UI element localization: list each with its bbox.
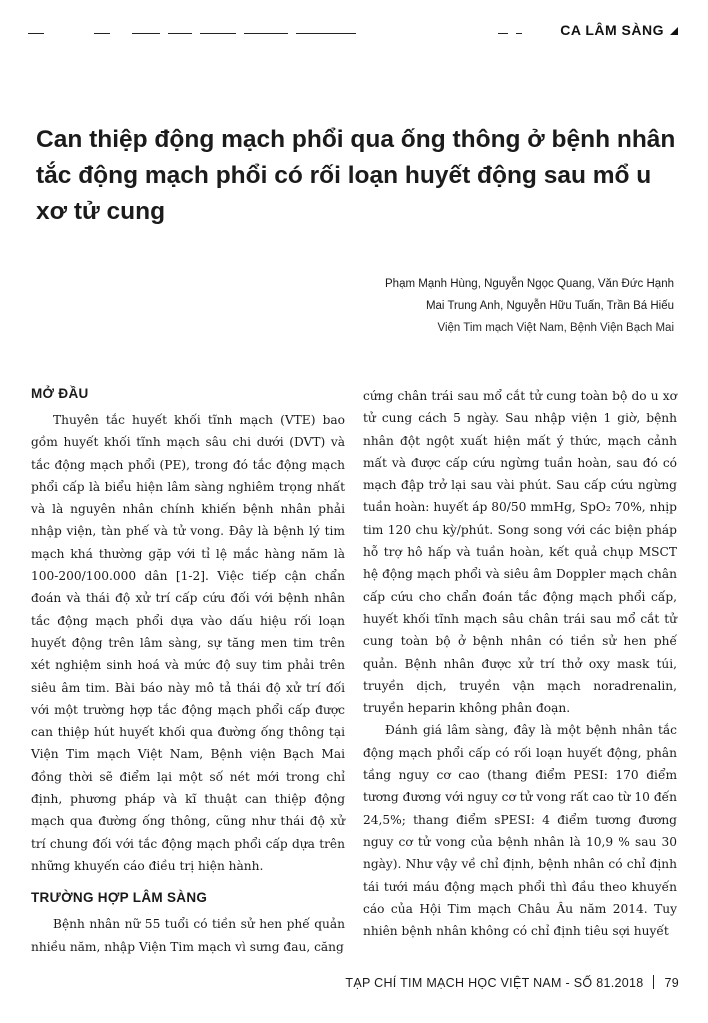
header-rules: [28, 33, 528, 35]
section-tag-label: CA LÂM SÀNG: [560, 22, 664, 38]
left-column: [31, 383, 345, 958]
page-number: 79: [664, 976, 679, 990]
section-tag: [560, 22, 678, 38]
footer-divider: [653, 975, 654, 989]
header-rule-segment: [168, 33, 192, 34]
assessment-paragraph: Đánh giá lâm sàng, đây là một bệnh nhân tắc động mạch phổi cấp có rối loạn huyết động, phân tầng nguy cơ cao (thang điểm PESI: 170 điểm tương đương với nguy cơ tử vong rất cao từ 10 đến 24,5%; thang điểm sPESI: 4 điểm tương đương nguy cơ tử vong của bệnh nhân là 10,9 % sau 30 ngày). Như vậy về chỉ định, bệnh nhân có chỉ định tái tưới máu động mạch phổi thì đầu theo khuyến cáo của Hội Tim mạch Châu Âu năm 2014. Tuy nhiên bệnh nhân không có chỉ định tiêu sợi huyết: [363, 723, 677, 939]
case-paragraph-continued: cứng chân trái sau mổ cắt tử cung toàn bộ do u xơ tử cung cách 5 ngày. Sau nhập viện 1 giờ, bệnh nhân đột ngột xuất hiện mất ý thức, mạch cảnh mất và được cấp cứu ngừng tuần hoàn, sau đó có mạch đập trở lại sau vài phút. Sau cấp cứu ngừng tuần hoàn: huyết áp 80/50 mmHg, SpO₂ 70%, nhịp tim 120 chu kỳ/phút. Song song với các biện pháp hỗ trợ hô hấp và tuần hoàn, kết quả chụp MSCT hệ động mạch phổi và siêu âm Doppler mạch chân cấp cứu cho chẩn đoán tắc động mạch phổi cấp, huyết khối tĩnh mạch sâu chân trái sau mổ cắt tử cung toàn bộ ở bệnh nhân có tiền sử hen phế quản. Bệnh nhân được xử trí thở oxy mask túi, truyền dịch, truyền vận mạch noradrenalin, truyền heparin không phân đoạn.: [363, 389, 677, 716]
affiliation: Viện Tim mạch Việt Nam, Bệnh Viện Bạch Mai: [437, 322, 674, 334]
right-column: [363, 385, 677, 942]
intro-heading: MỞ ĐẦU: [31, 386, 89, 401]
journal-name: TẠP CHÍ TIM MẠCH HỌC VIỆT NAM - SỐ 81.2018: [345, 976, 644, 990]
header-rule-segment: [28, 33, 44, 34]
header-rule-segment: [498, 33, 508, 34]
intro-paragraph: Thuyên tắc huyết khối tĩnh mạch (VTE) bao gồm huyết khối tĩnh mạch sâu chi dưới (DVT) và tắc động mạch phổi (PE), trong đó tắc động mạch phổi cấp là biểu hiện lâm sàng nghiêm trọng nhất và là nguyên nhân chính khiến bệnh nhân phải nhập viện, tàn phế và tử vong. Đây là bệnh lý tim mạch khá thường gặp với tỉ lệ mắc hàng năm là 100-200/100.000 dân [1-2]. Việc tiếp cận chẩn đoán và thái độ xử trí cấp cứu đối với bệnh nhân tắc động mạch phổi dựa vào dấu hiệu rối loạn huyết động trên lâm sàng, sự tăng men tim trên xét nghiệm sinh hoá và mức độ suy tim phải trên siêu âm tim. Bài báo này mô tả thái độ xử trí đối với một trường hợp tắc động mạch phổi cấp được can thiệp hút huyết khối qua đường ống thông tại Viện Tim mạch Việt Nam, Bệnh viện Bạch Mai đồng thời sẽ điểm lại một số nét mới trong chỉ định, phương pháp và kĩ thuật can thiệp động mạch qua đường ống thông, cũng như thái độ xử trí chung đối với tắc động mạch phổi cấp dựa trên những khuyến cáo điều trị hiện hành.: [31, 413, 345, 873]
author-block: [385, 273, 674, 339]
author-line-2: Mai Trung Anh, Nguyễn Hữu Tuấn, Trần Bá Hiếu: [425, 300, 674, 312]
author-line-1: Phạm Mạnh Hùng, Nguyễn Ngọc Quang, Văn Đức Hạnh: [385, 278, 674, 290]
header-rule-segment: [244, 33, 288, 34]
article-title: Can thiệp động mạch phổi qua ống thông ở bệnh nhân tắc động mạch phổi có rối loạn huyết động sau mổ u xơ tử cung: [36, 126, 676, 225]
header-rule-segment: [296, 33, 356, 34]
page-footer: [345, 975, 679, 990]
header-rule-segment: [516, 33, 522, 34]
case-paragraph-start: Bệnh nhân nữ 55 tuổi có tiền sử hen phế quản nhiều năm, nhập Viện Tim mạch vì sưng đau, căng: [31, 917, 345, 954]
header-rule-segment: [94, 33, 110, 34]
header-rule-segment: [200, 33, 236, 34]
case-heading: TRƯỜNG HỢP LÂM SÀNG: [31, 890, 208, 906]
corner-triangle-icon: [670, 27, 678, 35]
header-rule-segment: [132, 33, 160, 34]
